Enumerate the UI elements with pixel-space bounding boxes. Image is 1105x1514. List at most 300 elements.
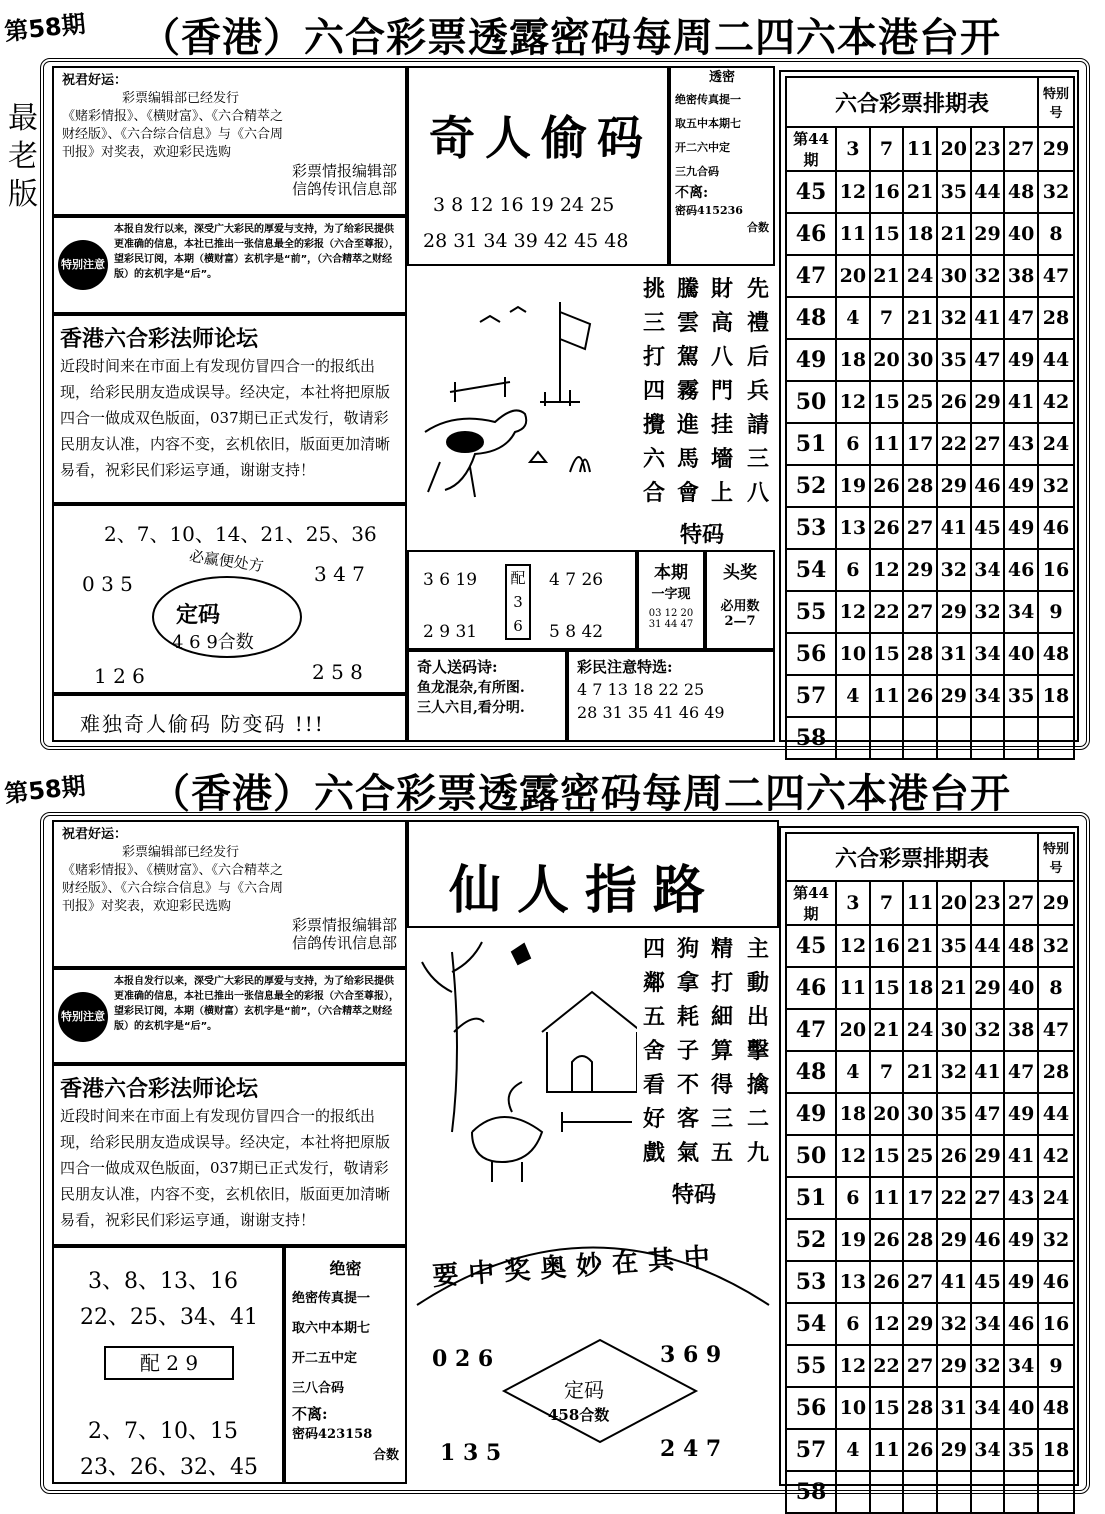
schedule-row (786, 213, 1074, 255)
poem-char: 三 (710, 1106, 733, 1132)
schedule-issue-cell: 52 (786, 465, 836, 507)
bottom-greeting-box (52, 820, 407, 968)
schedule-number-cell: 47 (1004, 297, 1038, 339)
top-secret-box (669, 66, 775, 266)
schedule-number-cell: 16 (870, 171, 904, 213)
schedule-number-cell: 32 (971, 1345, 1005, 1387)
poem-char: 擒 (746, 1072, 769, 1098)
schedule-row (786, 1429, 1074, 1471)
schedule-issue-cell: 46 (786, 213, 836, 255)
top-poem2-title: 奇人送码诗: (417, 658, 498, 676)
schedule-row (786, 171, 1074, 213)
schedule-issue-cell: 49 (786, 339, 836, 381)
schedule-row (786, 127, 1074, 171)
schedule-number-cell: 12 (836, 381, 870, 423)
bottom-poem-col-1 (740, 932, 776, 1170)
schedule-number-cell: 32 (971, 1009, 1005, 1051)
poem-char: 馬 (676, 446, 699, 472)
poem-char: 戲 (642, 1140, 665, 1166)
schedule-number-cell: 30 (903, 1093, 937, 1135)
schedule-special-cell (1038, 1471, 1074, 1513)
schedule-number-cell: 46 (1004, 549, 1038, 591)
top-secret-line: 三九合码 (675, 165, 719, 178)
top-special-line2: 28 31 35 41 46 49 (577, 703, 725, 722)
top-pei-nums: 3 6 (513, 593, 523, 635)
schedule-number-cell: 29 (903, 549, 937, 591)
poem-char: 墻 (710, 446, 733, 472)
bottom-secret-box (284, 1246, 407, 1484)
schedule-issue-cell: 47 (786, 1009, 836, 1051)
schedule-number-cell: 29 (937, 1429, 971, 1471)
schedule-number-cell: 25 (903, 1135, 937, 1177)
bottom-house-illustration (412, 932, 637, 1182)
schedule-number-cell: 12 (836, 591, 870, 633)
schedule-number-cell: 21 (937, 967, 971, 1009)
schedule-special-cell: 24 (1038, 423, 1074, 465)
bottom-secret-title: 绝密 (329, 1259, 362, 1278)
schedule-number-cell: 11 (870, 1177, 904, 1219)
schedule-number-cell: 41 (937, 507, 971, 549)
schedule-number-cell: 45 (971, 1261, 1005, 1303)
schedule-special-cell: 44 (1038, 339, 1074, 381)
top-period-nums1: 03 12 20 (648, 608, 694, 619)
schedule-issue-cell: 58 (786, 1471, 836, 1513)
schedule-number-cell: 17 (903, 423, 937, 465)
schedule-number-cell: 29 (971, 381, 1005, 423)
poem-char: 霧 (676, 378, 699, 404)
top-side-label: 最老版 (8, 101, 38, 212)
schedule-number-cell: 21 (870, 1009, 904, 1051)
poem-char: 四 (642, 378, 665, 404)
schedule-number-cell: 30 (903, 339, 937, 381)
schedule-number-cell: 26 (903, 675, 937, 717)
top-poem-col-4 (636, 272, 672, 510)
schedule-number-cell: 28 (903, 465, 937, 507)
schedule-number-cell: 34 (971, 1303, 1005, 1345)
schedule-number-cell: 29 (937, 675, 971, 717)
bottom-diamond-title: 定码 (564, 1378, 604, 1402)
schedule-number-cell: 21 (903, 1051, 937, 1093)
schedule-number-cell: 35 (937, 925, 971, 967)
schedule-number-cell: 3 (836, 127, 870, 171)
schedule-number-cell: 27 (1004, 881, 1038, 925)
bottom-forum-text: 近段时间来在市面上有发现仿冒四合一的报纸出现，给彩民朋友造成误导。经决定，本社将把原版四合一做成双色版面，037期已正式发行，敬请彩民朋友认准，内容不变，玄机依旧，版面更加清晰易看，祝彩民们彩运亨通，谢谢支持！ (60, 1107, 391, 1229)
schedule-number-cell: 34 (971, 633, 1005, 675)
schedule-number-cell: 41 (1004, 1135, 1038, 1177)
schedule-number-cell: 4 (836, 1429, 870, 1471)
poem-char: 八 (710, 344, 733, 370)
top-poem2-line1: 鱼龙混杂,有所图. (417, 680, 525, 696)
schedule-number-cell: 22 (870, 591, 904, 633)
bottom-greeting-sign1: 彩票情报编辑部 (291, 916, 397, 934)
schedule-number-cell: 11 (903, 881, 937, 925)
schedule-number-cell: 26 (870, 507, 904, 549)
schedule-issue-cell: 48 (786, 297, 836, 339)
top-poem-footer: 特码 (680, 522, 725, 548)
schedule-special-cell: 32 (1038, 925, 1074, 967)
schedule-special-cell: 18 (1038, 1429, 1074, 1471)
poem-char: 請 (746, 412, 769, 438)
schedule-issue-cell: 49 (786, 1093, 836, 1135)
top-circle-right-top: 3 4 7 (314, 562, 365, 586)
poem-char: 擊 (746, 1038, 769, 1064)
schedule-number-cell: 32 (971, 255, 1005, 297)
schedule-row (786, 881, 1074, 925)
top-period-box (637, 550, 705, 650)
poem-char: 狗 (676, 936, 699, 962)
schedule-issue-cell: 第44期 (786, 127, 836, 171)
schedule-special-cell: 9 (1038, 591, 1074, 633)
poem-char: 得 (710, 1072, 733, 1098)
schedule-number-cell: 24 (903, 255, 937, 297)
schedule-row (786, 465, 1074, 507)
schedule-number-cell: 22 (870, 1345, 904, 1387)
schedule-number-cell: 29 (937, 591, 971, 633)
schedule-number-cell: 35 (937, 1093, 971, 1135)
schedule-number-cell: 34 (971, 549, 1005, 591)
schedule-row (786, 1261, 1074, 1303)
schedule-issue-cell: 57 (786, 675, 836, 717)
top-pei-left2: 2 9 31 (423, 622, 478, 642)
bottom-greeting-line: 刊报》对奖表，欢迎彩民选购 (62, 899, 232, 914)
top-main-nums1: 3 8 12 16 19 24 25 (433, 194, 615, 216)
schedule-number-cell: 43 (1004, 423, 1038, 465)
schedule-number-cell: 13 (836, 1261, 870, 1303)
schedule-number-cell (1004, 717, 1038, 759)
top-secret-suffix: 合数 (747, 221, 769, 234)
schedule-issue-cell: 45 (786, 925, 836, 967)
schedule-number-cell: 40 (1004, 967, 1038, 1009)
poem-char: 五 (642, 1004, 665, 1030)
schedule-number-cell (903, 717, 937, 759)
poem-char: 氣 (676, 1140, 699, 1166)
poem-char: 會 (676, 480, 699, 506)
schedule-row (786, 717, 1074, 759)
schedule-number-cell: 29 (903, 1303, 937, 1345)
top-prize-sub: 必用数 (720, 599, 760, 614)
bottom-forum-title: 香港六合彩法师论坛 (60, 1076, 259, 1102)
schedule-number-cell: 27 (903, 591, 937, 633)
bottom-notice-badge: 特别注意 (58, 992, 108, 1042)
top-greeting-line: 财经版》、《六合综合信息》与《六合周 (62, 127, 284, 142)
schedule-special-cell: 29 (1038, 881, 1074, 925)
poem-char: 挂 (710, 412, 733, 438)
bottom-secret-line: 取六中本期七 (292, 1321, 371, 1336)
schedule-special-cell: 48 (1038, 1387, 1074, 1429)
schedule-row (786, 1177, 1074, 1219)
schedule-number-cell: 26 (937, 1135, 971, 1177)
poem-char: 打 (642, 344, 665, 370)
top-special-title: 彩民注意特选: (577, 658, 673, 676)
schedule-row (786, 1009, 1074, 1051)
schedule-number-cell: 16 (870, 925, 904, 967)
schedule-number-cell: 32 (937, 1303, 971, 1345)
schedule-number-cell: 12 (836, 1135, 870, 1177)
bottom-issue-label: 第58期 (3, 771, 87, 809)
schedule-number-cell: 48 (1004, 171, 1038, 213)
schedule-number-cell: 18 (836, 339, 870, 381)
top-poem2-line2: 三人六目,看分明. (417, 700, 525, 716)
schedule-row (786, 1303, 1074, 1345)
schedule-title: 六合彩票排期表 (786, 77, 1038, 127)
schedule-number-cell (971, 717, 1005, 759)
top-headline: （香港）六合彩票透露密码每周二四六本港台开 (140, 14, 1001, 61)
top-period-sub: 一字现 (651, 587, 691, 602)
schedule-special-cell: 8 (1038, 213, 1074, 255)
schedule-special-cell: 29 (1038, 127, 1074, 171)
top-dog-illustration (410, 272, 635, 542)
poem-char: 高 (710, 310, 733, 336)
top-prize-title: 头奖 (723, 563, 757, 583)
schedule-number-cell: 26 (870, 465, 904, 507)
schedule-issue-cell: 51 (786, 423, 836, 465)
top-circle-arc: 必赢便处方 (188, 546, 265, 576)
top-circle-top-nums: 2、7、10、14、21、25、36 (104, 522, 377, 546)
schedule-number-cell (937, 1471, 971, 1513)
schedule-number-cell: 47 (1004, 1051, 1038, 1093)
schedule-number-cell: 31 (937, 1387, 971, 1429)
top-greeting-box (52, 66, 407, 216)
schedule-number-cell: 4 (836, 1051, 870, 1093)
schedule-number-cell: 30 (937, 255, 971, 297)
top-secret-line: 开二六中定 (675, 141, 730, 154)
schedule-number-cell: 27 (903, 1345, 937, 1387)
top-poem-col-1 (740, 272, 776, 510)
schedule-number-cell: 41 (971, 297, 1005, 339)
schedule-issue-cell: 47 (786, 255, 836, 297)
top-circle-right-bottom: 2 5 8 (312, 660, 363, 684)
schedule-row (786, 297, 1074, 339)
top-pei-left1: 3 6 19 (423, 570, 478, 590)
poem-char: 后 (746, 344, 769, 370)
top-notice-box (52, 216, 407, 314)
top-slogan: 难独奇人偷码 防变码 !!! (80, 712, 325, 736)
schedule-number-cell: 11 (870, 1429, 904, 1471)
bottom-notice-box (52, 968, 407, 1064)
top-pei-right1: 4 7 26 (549, 570, 604, 590)
schedule-row (786, 1345, 1074, 1387)
schedule-special-cell: 24 (1038, 1177, 1074, 1219)
schedule-issue-cell: 第44期 (786, 881, 836, 925)
poem-char: 四 (642, 936, 665, 962)
schedule-number-cell: 26 (870, 1261, 904, 1303)
schedule-row (786, 381, 1074, 423)
schedule-special-cell: 8 (1038, 967, 1074, 1009)
top-secret-title: 透密 (708, 70, 735, 85)
schedule-special-cell: 32 (1038, 465, 1074, 507)
schedule-number-cell: 11 (903, 127, 937, 171)
schedule-number-cell: 44 (971, 171, 1005, 213)
poem-char: 舍 (642, 1038, 665, 1064)
top-poem-col-3 (670, 272, 706, 510)
poem-char: 兵 (746, 378, 769, 404)
schedule-number-cell: 28 (903, 1219, 937, 1261)
bottom-secret-line: 三八合码 (292, 1381, 345, 1396)
schedule-number-cell: 10 (836, 1387, 870, 1429)
schedule-number-cell: 34 (1004, 591, 1038, 633)
poem-char: 鄰 (642, 970, 665, 996)
schedule-number-cell: 34 (1004, 1345, 1038, 1387)
schedule-number-cell: 45 (971, 507, 1005, 549)
top-secret-code: 密码415236 (675, 204, 743, 217)
bottom-nums-line3: 2、7、10、15 (88, 1419, 238, 1444)
schedule-number-cell: 47 (971, 339, 1005, 381)
schedule-number-cell: 4 (836, 675, 870, 717)
schedule-number-cell: 26 (903, 1429, 937, 1471)
poem-char: 打 (710, 970, 733, 996)
schedule-row (786, 507, 1074, 549)
schedule-title: 六合彩票排期表 (786, 833, 1038, 881)
schedule-number-cell: 49 (1004, 1219, 1038, 1261)
schedule-issue-cell: 52 (786, 1219, 836, 1261)
schedule-issue-cell: 50 (786, 381, 836, 423)
poem-char: 挑 (642, 276, 665, 302)
bottom-nums-line4: 23、26、32、45 (80, 1455, 258, 1480)
poem-char: 客 (676, 1106, 699, 1132)
schedule-number-cell: 46 (971, 465, 1005, 507)
schedule-special-cell: 16 (1038, 549, 1074, 591)
bottom-greeting-sign2: 信鸽传讯信息部 (291, 934, 397, 952)
schedule-issue-cell: 46 (786, 967, 836, 1009)
schedule-number-cell: 20 (937, 127, 971, 171)
bottom-greeting-line: 《赌彩情报》、《横财富》、《六合精萃之 (62, 863, 284, 878)
schedule-issue-cell: 57 (786, 1429, 836, 1471)
schedule-special-cell: 47 (1038, 255, 1074, 297)
schedule-number-cell: 29 (937, 1219, 971, 1261)
schedule-number-cell: 18 (903, 967, 937, 1009)
top-greeting-line: 彩票编辑部已经发行 (122, 91, 240, 106)
top-circle-center-sub: 4 6 9合数 (172, 632, 254, 653)
schedule-issue-cell: 51 (786, 1177, 836, 1219)
schedule-number-cell: 28 (903, 1387, 937, 1429)
bottom-greeting-title: 祝君好运： (62, 827, 128, 842)
schedule-special-cell: 18 (1038, 675, 1074, 717)
schedule-special-cell: 46 (1038, 1261, 1074, 1303)
top-prize-box (705, 550, 775, 650)
schedule-number-cell: 6 (836, 1303, 870, 1345)
poem-char: 算 (710, 1038, 733, 1064)
poem-char: 禮 (746, 310, 769, 336)
schedule-row (786, 1471, 1074, 1513)
poem-char: 六 (642, 446, 665, 472)
schedule-special-cell: 47 (1038, 1009, 1074, 1051)
poem-char: 三 (746, 446, 769, 472)
schedule-number-cell: 18 (836, 1093, 870, 1135)
poem-char: 八 (746, 480, 769, 506)
schedule-special-cell: 48 (1038, 633, 1074, 675)
schedule-number-cell: 46 (1004, 1303, 1038, 1345)
bottom-nums-line2: 22、25、34、41 (80, 1305, 258, 1330)
schedule-number-cell: 48 (1004, 925, 1038, 967)
top-poem-col-2 (704, 272, 740, 510)
poem-char: 出 (746, 1004, 769, 1030)
schedule-number-cell (903, 1471, 937, 1513)
schedule-special-cell: 32 (1038, 1219, 1074, 1261)
bottom-secret-no-leave: 不离: (292, 1405, 328, 1423)
schedule-number-cell: 41 (937, 1261, 971, 1303)
bottom-poem-col-2 (704, 932, 740, 1170)
schedule-row (786, 423, 1074, 465)
poem-char: 主 (746, 936, 769, 962)
schedule-row (786, 339, 1074, 381)
schedule-special-cell: 46 (1038, 507, 1074, 549)
top-main-nums2: 28 31 34 39 42 45 48 (423, 230, 629, 252)
poem-char: 騰 (676, 276, 699, 302)
top-forum-text: 近段时间来在市面上有发现仿冒四合一的报纸出现，给彩民朋友造成误导。经决定，本社将把原版四合一做成双色版面，037期已正式发行，敬请彩民朋友认准，内容不变，玄机依旧，版面更加清晰易看，祝彩民们彩运亨通，谢谢支持！ (60, 357, 391, 479)
schedule-number-cell: 22 (937, 1177, 971, 1219)
bottom-greeting-line: 财经版》、《六合综合信息》与《六合周 (62, 881, 284, 896)
schedule-number-cell: 27 (971, 1177, 1005, 1219)
bottom-schedule-table (785, 832, 1075, 1514)
schedule-number-cell: 21 (870, 255, 904, 297)
schedule-issue-cell: 50 (786, 1135, 836, 1177)
schedule-row (786, 967, 1074, 1009)
top-schedule-table (785, 76, 1075, 760)
schedule-number-cell: 24 (903, 1009, 937, 1051)
poem-char: 雲 (676, 310, 699, 336)
top-pei-center (505, 564, 531, 640)
schedule-number-cell: 35 (1004, 675, 1038, 717)
schedule-number-cell: 7 (870, 1051, 904, 1093)
poem-char: 駕 (676, 344, 699, 370)
schedule-number-cell: 47 (971, 1093, 1005, 1135)
schedule-row (786, 1387, 1074, 1429)
schedule-number-cell: 12 (836, 1345, 870, 1387)
schedule-row (786, 1135, 1074, 1177)
schedule-number-cell: 35 (937, 339, 971, 381)
schedule-number-cell: 29 (971, 967, 1005, 1009)
schedule-number-cell: 12 (870, 549, 904, 591)
schedule-special-cell: 42 (1038, 1135, 1074, 1177)
poem-char: 子 (676, 1038, 699, 1064)
schedule-special-cell: 16 (1038, 1303, 1074, 1345)
schedule-row (786, 633, 1074, 675)
bottom-diamond-left-bottom: 1 3 5 (440, 1440, 502, 1466)
schedule-number-cell: 49 (1004, 507, 1038, 549)
schedule-number-cell: 18 (903, 213, 937, 255)
schedule-number-cell: 20 (836, 1009, 870, 1051)
schedule-number-cell: 27 (1004, 127, 1038, 171)
schedule-number-cell: 34 (971, 1387, 1005, 1429)
poem-char: 不 (676, 1072, 699, 1098)
schedule-number-cell (937, 717, 971, 759)
poem-char: 拿 (676, 970, 699, 996)
schedule-issue-cell: 55 (786, 591, 836, 633)
schedule-number-cell: 20 (836, 255, 870, 297)
top-notice-badge: 特别注意 (58, 240, 108, 290)
schedule-special-header: 特别号 (1038, 77, 1074, 127)
poem-char: 財 (710, 276, 733, 302)
schedule-number-cell (870, 717, 904, 759)
schedule-number-cell: 44 (971, 925, 1005, 967)
poem-char: 精 (710, 936, 733, 962)
top-circle-box (52, 504, 407, 694)
bottom-diamond-right-top: 3 6 9 (660, 1342, 722, 1368)
schedule-number-cell: 43 (1004, 1177, 1038, 1219)
top-secret-line: 绝密传真提一 (675, 93, 741, 106)
schedule-number-cell: 49 (1004, 1261, 1038, 1303)
schedule-number-cell: 29 (971, 1135, 1005, 1177)
schedule-number-cell (1004, 1471, 1038, 1513)
schedule-row (786, 675, 1074, 717)
top-pei-label: 配 (510, 569, 526, 587)
schedule-number-cell: 15 (870, 381, 904, 423)
schedule-number-cell: 15 (870, 213, 904, 255)
schedule-number-cell: 20 (937, 881, 971, 925)
schedule-number-cell: 35 (1004, 1429, 1038, 1471)
top-notice-text: 本报自发行以来，深受广大彩民的厚爱与支持，为了给彩民提供更准确的信息，本社已推出一张信息最全的彩报（六合至尊报），望彩民订阅，本期（横财富）玄机字是“前”，（六合精萃之财经版）的玄机字是“后”。 (114, 224, 399, 280)
schedule-number-cell: 49 (1004, 339, 1038, 381)
